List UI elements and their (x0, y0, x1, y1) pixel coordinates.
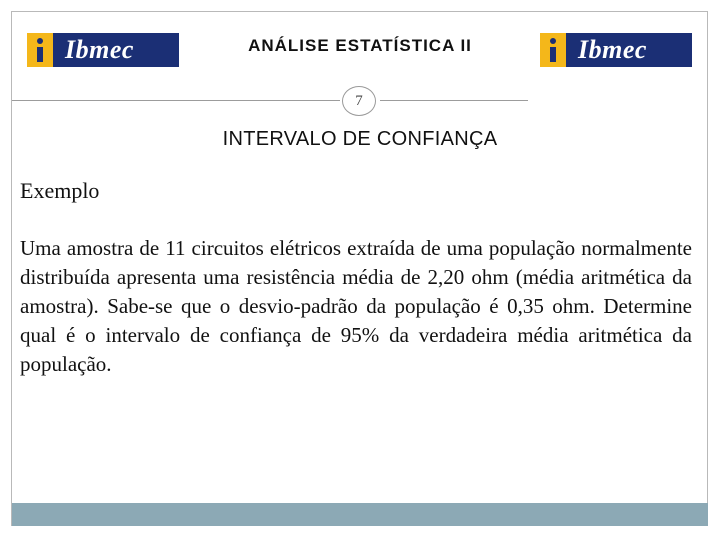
slide-body-text: Uma amostra de 11 circuitos elétricos extraída de uma população normalmente distribuída apresenta uma resistência média de 2,20 ohm (média aritmética da amostra). Sabe-se que o desvio-padrão da população é 0,35 ohm. Determine qual é o intervalo de confiança de 95% da verdadeira média aritmética da população. (20, 236, 692, 376)
slide-subheading: Exemplo (20, 178, 100, 203)
ibmec-i-logo-icon (27, 33, 53, 67)
logo-right-wordmark: Ibmec (578, 35, 647, 64)
logo-left-wordmark: Ibmec (65, 35, 134, 64)
page-number-badge: 7 (342, 86, 376, 116)
slide-title: INTERVALO DE CONFIANÇA (222, 128, 498, 150)
header-divider-left (12, 100, 340, 101)
footer-bar (12, 503, 708, 526)
header-divider-right (380, 100, 528, 101)
ibmec-logo-left (27, 33, 179, 67)
ibmec-i-logo-icon (540, 33, 566, 67)
course-title: ANÁLISE ESTATÍSTICA II (248, 36, 472, 55)
ibmec-logo-right (540, 33, 692, 67)
